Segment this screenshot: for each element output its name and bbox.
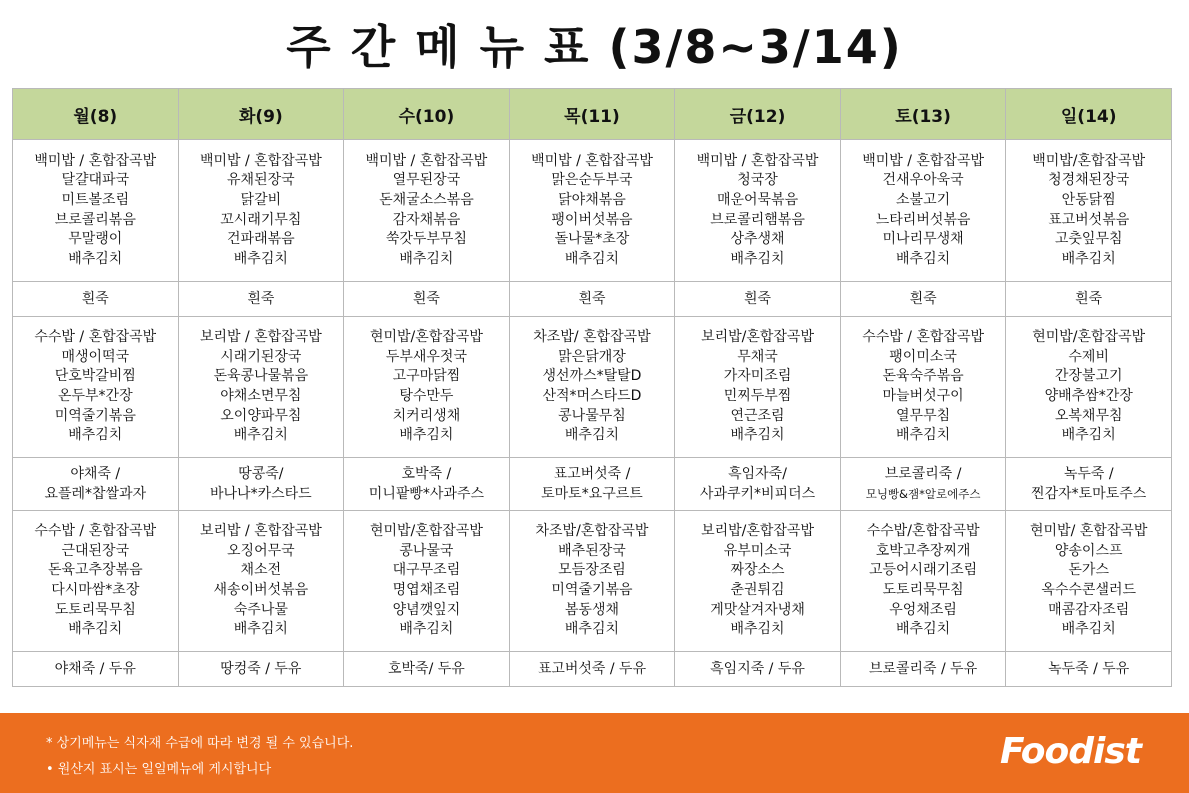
menu-item: 유채된장국 (227, 172, 295, 189)
menu-item: 맑은닭개장 (558, 348, 626, 365)
menu-item: 백미밥 / 혼합잡곡밥 (365, 152, 488, 169)
menu-item: 감자채볶음 (392, 211, 461, 228)
menu-item: 배추김치 (730, 427, 785, 444)
menu-item: 보리밥/혼합잡곡밥 (701, 329, 814, 346)
menu-item: 새송이버섯볶음 (213, 582, 309, 598)
menu-item: 미역줄기볶음 (551, 582, 633, 598)
day-header: 목(11) (509, 89, 675, 140)
menu-item: 돈육고추장볶음 (47, 562, 143, 579)
menu-cell (675, 317, 841, 458)
menu-item: 호박죽/ 두유 (388, 661, 465, 677)
menu-item: 팽이미소국 (889, 348, 957, 365)
day-header: 금(12) (675, 89, 841, 140)
menu-item: 현미밥/혼합잡곡밥 (369, 523, 483, 540)
menu-cell (675, 458, 841, 511)
menu-cell (13, 458, 179, 511)
menu-cell (675, 652, 841, 687)
menu-item: 녹두죽 / 두유 (1048, 661, 1130, 677)
menu-item: 건새우아욱국 (882, 172, 964, 189)
menu-cell (178, 458, 344, 511)
menu-item: 고춧잎무침 (1054, 231, 1123, 248)
menu-item: 안동닭찜 (1061, 191, 1116, 208)
menu-item: 녹두죽 / (1063, 466, 1114, 482)
menu-item: 수수밥 / 혼합잡곡밥 (34, 523, 157, 540)
menu-cell (840, 282, 1006, 317)
menu-item: 춘권튀김 (730, 582, 785, 598)
menu-cell (675, 511, 841, 652)
menu-cell (344, 511, 510, 652)
menu-item: 백미밥 / 혼합잡곡밥 (531, 152, 653, 169)
menu-item: 배추김치 (233, 427, 288, 444)
menu-item: 백미밥/혼합잡곡밥 (1032, 152, 1146, 169)
menu-item: 팽이버섯볶음 (551, 211, 633, 228)
menu-item: 마늘버섯구이 (882, 388, 964, 404)
menu-item: 수제비 (1068, 348, 1109, 365)
menu-item: 흰죽 (247, 291, 275, 307)
menu-item: 고등어시래기조림 (868, 562, 978, 579)
menu-item: 야채소면무침 (220, 388, 302, 404)
menu-cell (1006, 282, 1172, 317)
menu-item: 호박고추장찌개 (875, 542, 971, 559)
menu-item: 배추김치 (233, 250, 288, 267)
menu-cell (840, 140, 1006, 282)
menu-item: 배추김치 (896, 621, 951, 638)
menu-cell (178, 282, 344, 317)
menu-item: 산적*머스타드D (542, 388, 642, 404)
menu-item: 돈가스 (1068, 562, 1109, 579)
menu-item: 상추생채 (730, 231, 785, 248)
menu-item: 오징어무국 (227, 542, 295, 559)
menu-item: 단호박갈비찜 (54, 368, 136, 385)
menu-item: 돈육숙주볶음 (882, 368, 964, 385)
menu-item: 배추김치 (1061, 427, 1116, 444)
menu-item: 수수밥 / 혼합잡곡밥 (862, 329, 984, 346)
menu-item: 차조밥/혼합잡곡밥 (535, 523, 649, 540)
menu-item: 매운어묵볶음 (716, 191, 799, 208)
menu-item: 백미밥 / 혼합잡곡밥 (862, 152, 984, 169)
brand-logo: Foodist (999, 731, 1141, 772)
menu-cell (13, 140, 179, 282)
menu-item: 땅콩죽/ (238, 466, 284, 482)
menu-item: 열무된장국 (392, 172, 461, 189)
menu-item: 열무무침 (896, 407, 951, 424)
menu-item: 흑임지죽 / 두유 (710, 661, 805, 677)
menu-item: 배추김치 (1061, 250, 1116, 267)
menu-item: 호박죽 / (401, 466, 452, 482)
menu-item: 배추김치 (68, 427, 123, 444)
menu-item: 달걀대파국 (61, 172, 130, 189)
menu-item: 배추김치 (68, 250, 123, 267)
menu-item: 백미밥 / 혼합잡곡밥 (199, 152, 322, 169)
menu-item: 청국장 (737, 172, 778, 189)
day-header: 수(10) (344, 89, 510, 140)
menu-cell (344, 282, 510, 317)
menu-item: 봄동생채 (564, 601, 620, 618)
menu-cell (1006, 458, 1172, 511)
menu-cell (509, 458, 675, 511)
menu-item: 배추김치 (730, 621, 785, 638)
menu-item: 브로콜리죽 / 두유 (868, 661, 978, 677)
menu-item: 유부미소국 (723, 542, 792, 559)
breakfast-row (13, 140, 1172, 282)
day-header: 화(9) (178, 89, 344, 140)
menu-item: 흰죽 (412, 291, 440, 307)
menu-cell (13, 317, 179, 458)
menu-item: 무말랭이 (68, 231, 123, 248)
menu-item: 땅컹죽 / 두유 (220, 661, 302, 677)
day-header-row (13, 89, 1172, 140)
menu-item: 게맛살겨자냉채 (710, 601, 805, 618)
menu-cell (178, 652, 344, 687)
menu-item: 꼬시래기무침 (220, 211, 302, 228)
menu-item: 배추김치 (564, 250, 620, 267)
menu-item: 도토리묵무침 (882, 582, 964, 598)
menu-item: 현미밥/ 혼합잡곡밥 (1030, 523, 1148, 540)
menu-cell (509, 652, 675, 687)
menu-item: 양송이스프 (1054, 542, 1123, 559)
menu-item: 수수밥 / 혼합잡곡밥 (34, 329, 157, 346)
menu-cell (509, 282, 675, 317)
menu-item: 무채국 (737, 348, 778, 365)
menu-item: 모듬장조림 (558, 562, 626, 579)
day-header: 월(8) (13, 89, 179, 140)
menu-item: 현미밥/혼합잡곡밥 (1032, 329, 1146, 346)
lunch-row (13, 317, 1172, 458)
dinner-row (13, 511, 1172, 652)
menu-cell (178, 511, 344, 652)
menu-item: 근대된장국 (61, 542, 130, 559)
menu-item: 오이양파무침 (220, 407, 302, 424)
menu-item: 미역줄기볶음 (54, 407, 136, 424)
menu-item: 가자미조림 (723, 368, 792, 385)
menu-cell (178, 317, 344, 458)
menu-item: 사과쿠키*비피더스 (699, 486, 816, 502)
afternoon-snack-row (13, 458, 1172, 511)
menu-item: 흰죽 (744, 291, 772, 307)
menu-item: 우엉채조림 (889, 601, 957, 618)
menu-item: 돈채굴소스볶음 (379, 191, 474, 208)
menu-item: 요플레*찹쌀과자 (44, 486, 147, 502)
menu-cell (1006, 317, 1172, 458)
menu-item: 미나리무생채 (882, 231, 964, 248)
menu-item: 양배추쌈*간장 (1044, 388, 1133, 404)
menu-item: 온두부*간장 (57, 388, 133, 404)
menu-item: 배추김치 (564, 621, 620, 638)
menu-item: 연근조림 (730, 407, 785, 424)
menu-item: 배추김치 (896, 250, 951, 267)
menu-item: 쑥갓두부무침 (385, 231, 467, 248)
menu-item: 표고버섯죽 / (553, 466, 631, 482)
menu-cell (509, 140, 675, 282)
menu-cell (178, 140, 344, 282)
menu-item: 브로콜리볶음 (54, 211, 136, 228)
menu-cell (1006, 511, 1172, 652)
menu-item: 채소전 (240, 562, 282, 579)
menu-item: 간장불고기 (1054, 368, 1123, 385)
menu-item: 배추김치 (68, 621, 123, 638)
weekly-menu-table (12, 88, 1172, 687)
menu-item: 느타리버섯볶음 (875, 211, 971, 228)
menu-item: 수수밥/혼합잡곡밥 (866, 523, 980, 540)
menu-item: 오복채무침 (1054, 407, 1123, 424)
menu-cell (509, 317, 675, 458)
menu-item: 소불고기 (896, 191, 951, 208)
menu-item: 닭야채볶음 (558, 191, 626, 208)
footer-bar (0, 713, 1189, 793)
day-header: 일(14) (1006, 89, 1172, 140)
morning-porridge-row (13, 282, 1172, 317)
menu-item: 짜장소스 (730, 562, 785, 579)
menu-item: 건파래볶음 (227, 231, 295, 248)
footer-notes (46, 731, 353, 783)
menu-cell (840, 317, 1006, 458)
menu-cell (675, 282, 841, 317)
menu-item: 보리밥 / 혼합잡곡밥 (199, 329, 322, 346)
menu-item: 흰죽 (909, 291, 937, 307)
menu-item: 배추김치 (399, 621, 454, 638)
menu-item: 다시마쌈*초장 (51, 582, 140, 598)
menu-item: 돌나물*초장 (554, 231, 630, 248)
menu-item: 생선까스*탈탈D (542, 368, 642, 385)
menu-cell (13, 282, 179, 317)
menu-cell (840, 458, 1006, 511)
footer-note: • 원산지 표시는 일일메뉴에 게시합니다 (46, 762, 272, 777)
menu-item: 백미밥 / 혼합잡곡밥 (34, 152, 157, 169)
menu-item: 청경채된장국 (1048, 172, 1130, 189)
menu-cell (1006, 652, 1172, 687)
menu-item: 브로콜리죽 / (884, 466, 962, 482)
menu-item: 두부새우젓국 (385, 348, 467, 365)
menu-item: 대구무조림 (392, 562, 461, 579)
menu-item: 고구마닭찜 (392, 368, 461, 385)
menu-item: 흰죽 (578, 291, 606, 307)
menu-item: 배추김치 (233, 621, 288, 638)
menu-item: 모닝빵&잼*알로에주스 (865, 487, 981, 501)
menu-item: 맑은순두부국 (551, 172, 633, 189)
menu-item: 옥수수콘샐러드 (1041, 582, 1137, 598)
menu-item: 숙주나물 (233, 601, 288, 618)
menu-item: 차조밥/ 혼합잡곡밥 (533, 329, 651, 346)
menu-item: 배추김치 (564, 427, 620, 444)
menu-item: 치커리생채 (392, 407, 461, 424)
menu-cell (344, 140, 510, 282)
menu-item: 콩나물국 (399, 542, 454, 559)
menu-item: 미트볼조림 (61, 191, 130, 208)
menu-item: 야채죽 / (70, 466, 121, 482)
menu-item: 양념깻잎지 (392, 601, 461, 618)
menu-item: 배추김치 (399, 427, 454, 444)
menu-item: 배추김치 (730, 250, 785, 267)
menu-item: 배추된장국 (558, 542, 626, 559)
menu-item: 배추김치 (1061, 621, 1116, 638)
menu-item: 콩나물무침 (558, 407, 626, 424)
day-header: 토(13) (840, 89, 1006, 140)
menu-item: 시래기된장국 (220, 348, 302, 365)
menu-item: 배추김치 (399, 250, 454, 267)
footer-note: * 상기메뉴는 식자재 수급에 따라 변경 될 수 있습니다. (46, 736, 354, 751)
menu-item: 찐감자*토마토주스 (1031, 486, 1147, 502)
menu-item: 미니팥빵*사과주스 (368, 486, 484, 502)
menu-item: 매콤감자조림 (1048, 601, 1130, 618)
menu-cell (344, 458, 510, 511)
menu-item: 흰죽 (81, 291, 109, 307)
menu-cell (344, 652, 510, 687)
evening-snack-row (13, 652, 1172, 687)
menu-item: 표고버섯볶음 (1048, 211, 1130, 228)
menu-item: 탕수만두 (399, 388, 454, 404)
menu-cell (509, 511, 675, 652)
menu-item: 명엽채조림 (392, 582, 461, 598)
menu-item: 배추김치 (896, 427, 951, 444)
menu-item: 야채죽 / 두유 (54, 661, 136, 677)
menu-cell (840, 652, 1006, 687)
menu-item: 보리밥 / 혼합잡곡밥 (199, 523, 322, 540)
menu-item: 표고버섯죽 / 두유 (537, 661, 647, 677)
menu-item: 토마토*요구르트 (541, 486, 643, 502)
menu-cell (675, 140, 841, 282)
menu-item: 민찌두부찜 (723, 388, 792, 404)
menu-item: 매생이떡국 (61, 348, 130, 365)
menu-cell (13, 511, 179, 652)
menu-item: 흑임자죽/ (728, 466, 787, 482)
menu-item: 닭갈비 (240, 191, 282, 208)
menu-cell (13, 652, 179, 687)
menu-item: 브로콜리햄볶음 (710, 211, 805, 228)
menu-cell (840, 511, 1006, 652)
menu-item: 도토리묵무침 (54, 601, 136, 618)
menu-item: 바나나*카스타드 (210, 486, 312, 502)
menu-item: 현미밥/혼합잡곡밥 (369, 329, 483, 346)
menu-item: 돈육콩나물볶음 (213, 368, 309, 385)
menu-cell (344, 317, 510, 458)
menu-cell (1006, 140, 1172, 282)
page-title: 주 간 메 뉴 표 (3/8~3/14) (286, 20, 903, 74)
menu-item: 흰죽 (1075, 291, 1103, 307)
menu-item: 보리밥/혼합잡곡밥 (701, 523, 814, 540)
menu-item: 백미밥 / 혼합잡곡밥 (696, 152, 819, 169)
